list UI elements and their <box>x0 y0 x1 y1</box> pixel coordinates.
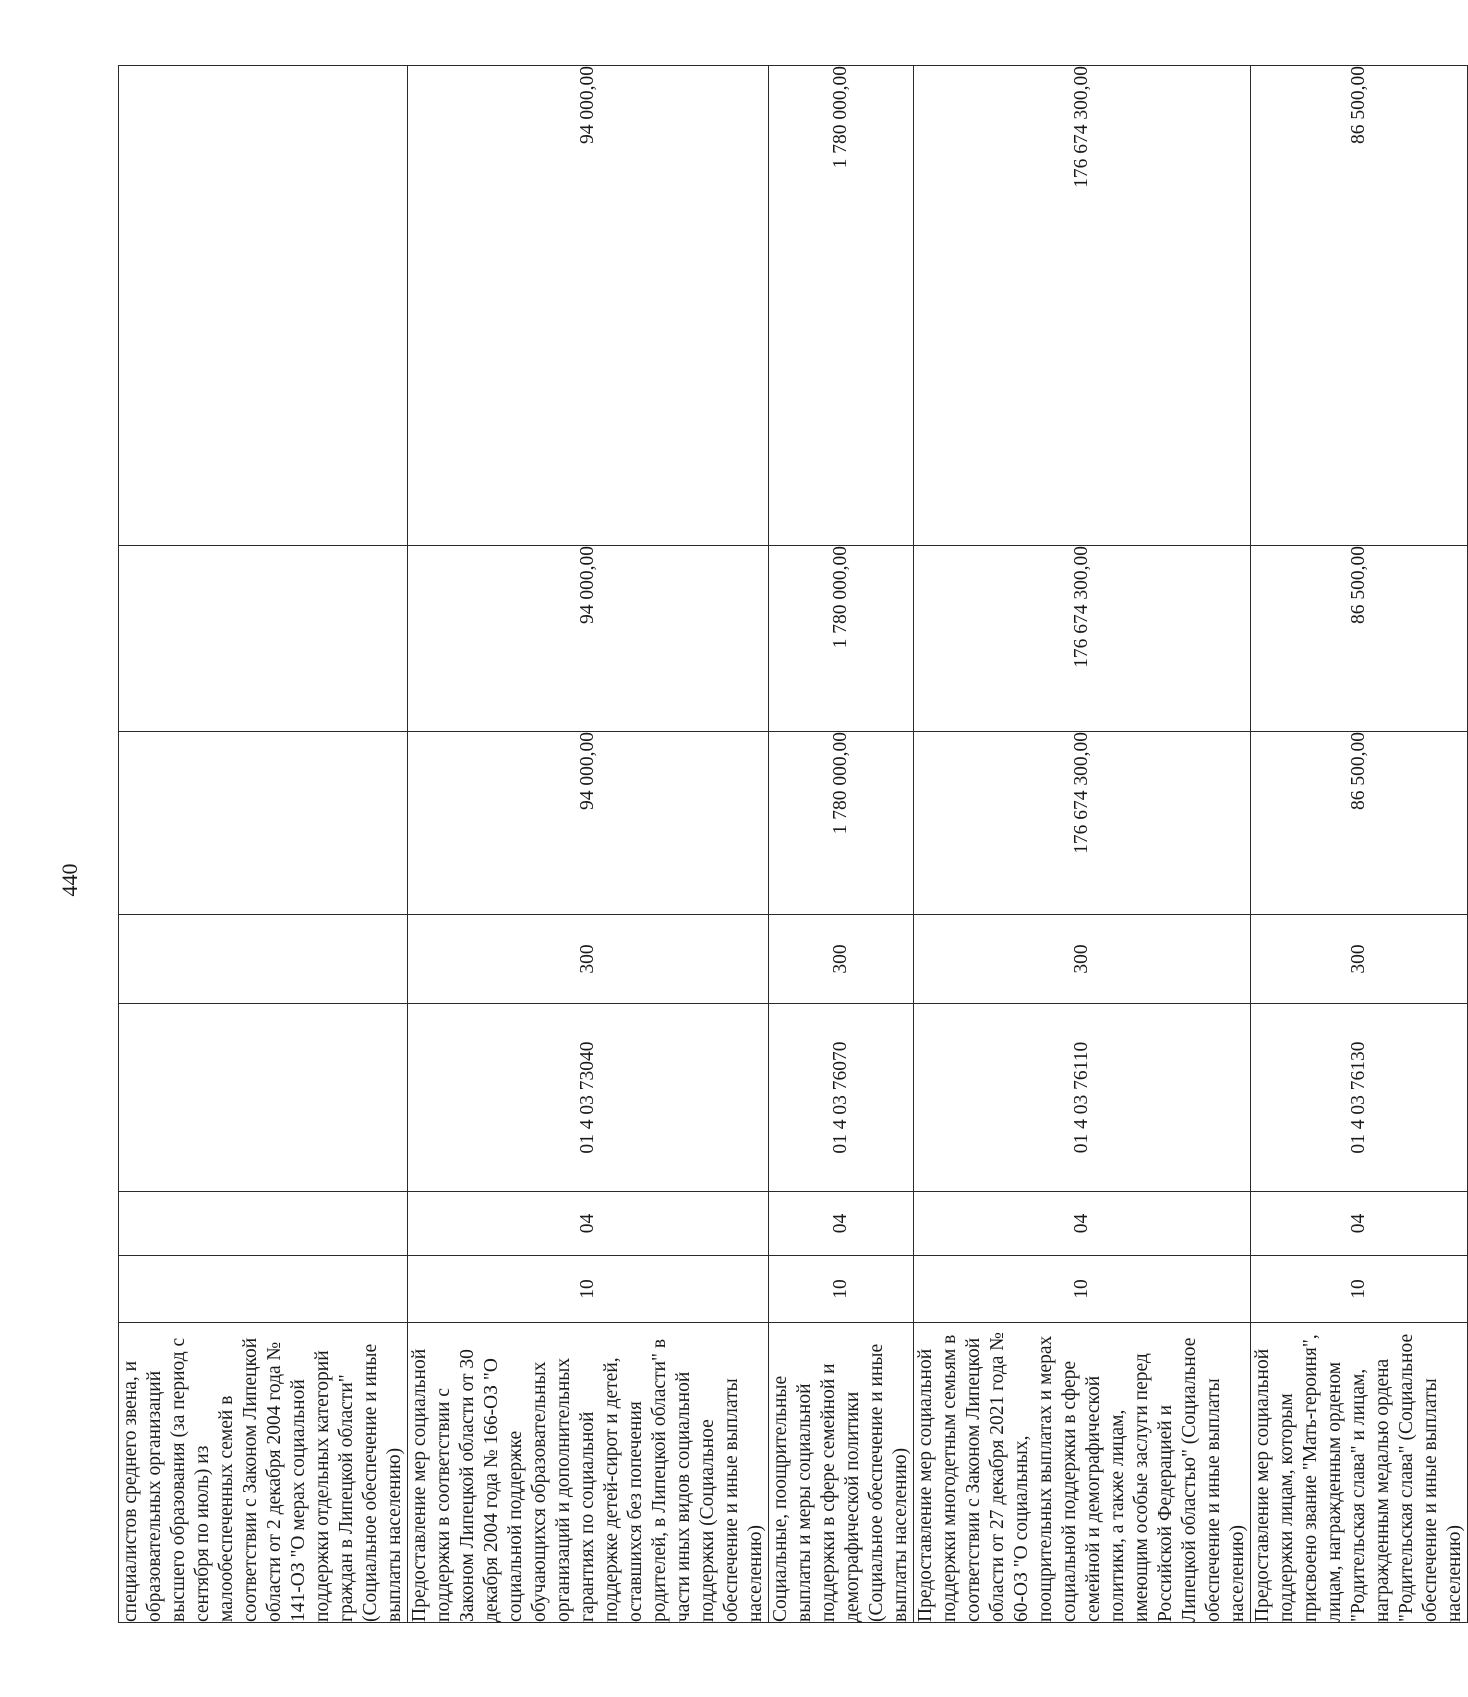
subsection-code <box>119 1192 408 1256</box>
amount-year-2: 1 780 000,00 <box>769 546 914 732</box>
page-number: 440 <box>57 863 82 897</box>
amount-year-3: 1 780 000,00 <box>769 66 914 546</box>
row-description: Предоставление мер социальной поддержки лицам, которым присвоено звание "Мать-героиня", лицам, награжденным орденом "Родительская слава" и лицам, награжденным медалью ордена "Родительская слава" (Социальное обеспечение и иные выплаты населению) <box>1251 1323 1468 1623</box>
row-description: Предоставление мер социальной поддержки многодетным семьям в соответствии с Законом Липецкой области от 27 декабря 2021 года № 60-ОЗ "О социальных, поощрительных выплатах и мерах социальной поддержки в сфере семейной и демографической политики, а также лицам, имеющим особые заслуги перед Российской Федерацией и Липецкой областью" (Социальное обеспечение и иные выплаты населению) <box>914 1323 1251 1623</box>
table-row <box>769 66 914 1623</box>
section-code <box>119 1256 408 1323</box>
expense-type-code: 300 <box>769 915 914 1004</box>
amount-year-2: 94 000,00 <box>408 546 769 732</box>
table-row <box>1251 66 1468 1623</box>
subsection-code: 04 <box>1251 1192 1468 1256</box>
table-row <box>119 66 408 1623</box>
section-code: 10 <box>408 1256 769 1323</box>
expense-type-code: 300 <box>1251 915 1468 1004</box>
table-row <box>914 66 1251 1623</box>
amount-year-3: 94 000,00 <box>408 66 769 546</box>
budget-table <box>118 65 1468 1623</box>
subsection-code: 04 <box>769 1192 914 1256</box>
amount-year-3 <box>119 66 408 546</box>
row-description: Социальные, поощрительные выплаты и меры социальной поддержки в сфере семейной и демографической политики (Социальное обеспечение и иные выплаты населению) <box>769 1323 914 1623</box>
amount-year-2: 176 674 300,00 <box>914 546 1251 732</box>
table-row <box>408 66 769 1623</box>
rotated-table-wrapper <box>118 66 1465 1623</box>
target-article-code: 01 4 03 76110 <box>914 1004 1251 1192</box>
section-code: 10 <box>1251 1256 1468 1323</box>
target-article-code: 01 4 03 76130 <box>1251 1004 1468 1192</box>
amount-year-3: 176 674 300,00 <box>914 66 1251 546</box>
row-description: специалистов среднего звена, и образовательных организаций высшего образования (за период с сентября по июль) из малообеспеченных семей в соответствии с Законом Липецкой области от 2 декабря 2004 года № 141-ОЗ "О мерах социальной поддержки отдельных категорий граждан в Липецкой области" (Социальное обеспечение и иные выплаты населению) <box>119 1323 408 1623</box>
amount-year-2 <box>119 546 408 732</box>
amount-year-1 <box>119 732 408 915</box>
subsection-code: 04 <box>408 1192 769 1256</box>
row-description: Предоставление мер социальной поддержки в соответствии с Законом Липецкой области от 30 декабря 2004 года № 166-ОЗ "О социальной поддержке обучающихся образовательных организаций и дополнительных гарантиях по социальной поддержке детей-сирот и детей, оставшихся без попечения родителей, в Липецкой области" в части иных видов социальной поддержки (Социальное обеспечение и иные выплаты населению) <box>408 1323 769 1623</box>
expense-type-code <box>119 915 408 1004</box>
amount-year-1: 86 500,00 <box>1251 732 1468 915</box>
amount-year-3: 86 500,00 <box>1251 66 1468 546</box>
expense-type-code: 300 <box>914 915 1251 1004</box>
amount-year-1: 1 780 000,00 <box>769 732 914 915</box>
amount-year-2: 86 500,00 <box>1251 546 1468 732</box>
subsection-code: 04 <box>914 1192 1251 1256</box>
amount-year-1: 94 000,00 <box>408 732 769 915</box>
target-article-code <box>119 1004 408 1192</box>
target-article-code: 01 4 03 73040 <box>408 1004 769 1192</box>
expense-type-code: 300 <box>408 915 769 1004</box>
section-code: 10 <box>914 1256 1251 1323</box>
target-article-code: 01 4 03 76070 <box>769 1004 914 1192</box>
amount-year-1: 176 674 300,00 <box>914 732 1251 915</box>
section-code: 10 <box>769 1256 914 1323</box>
